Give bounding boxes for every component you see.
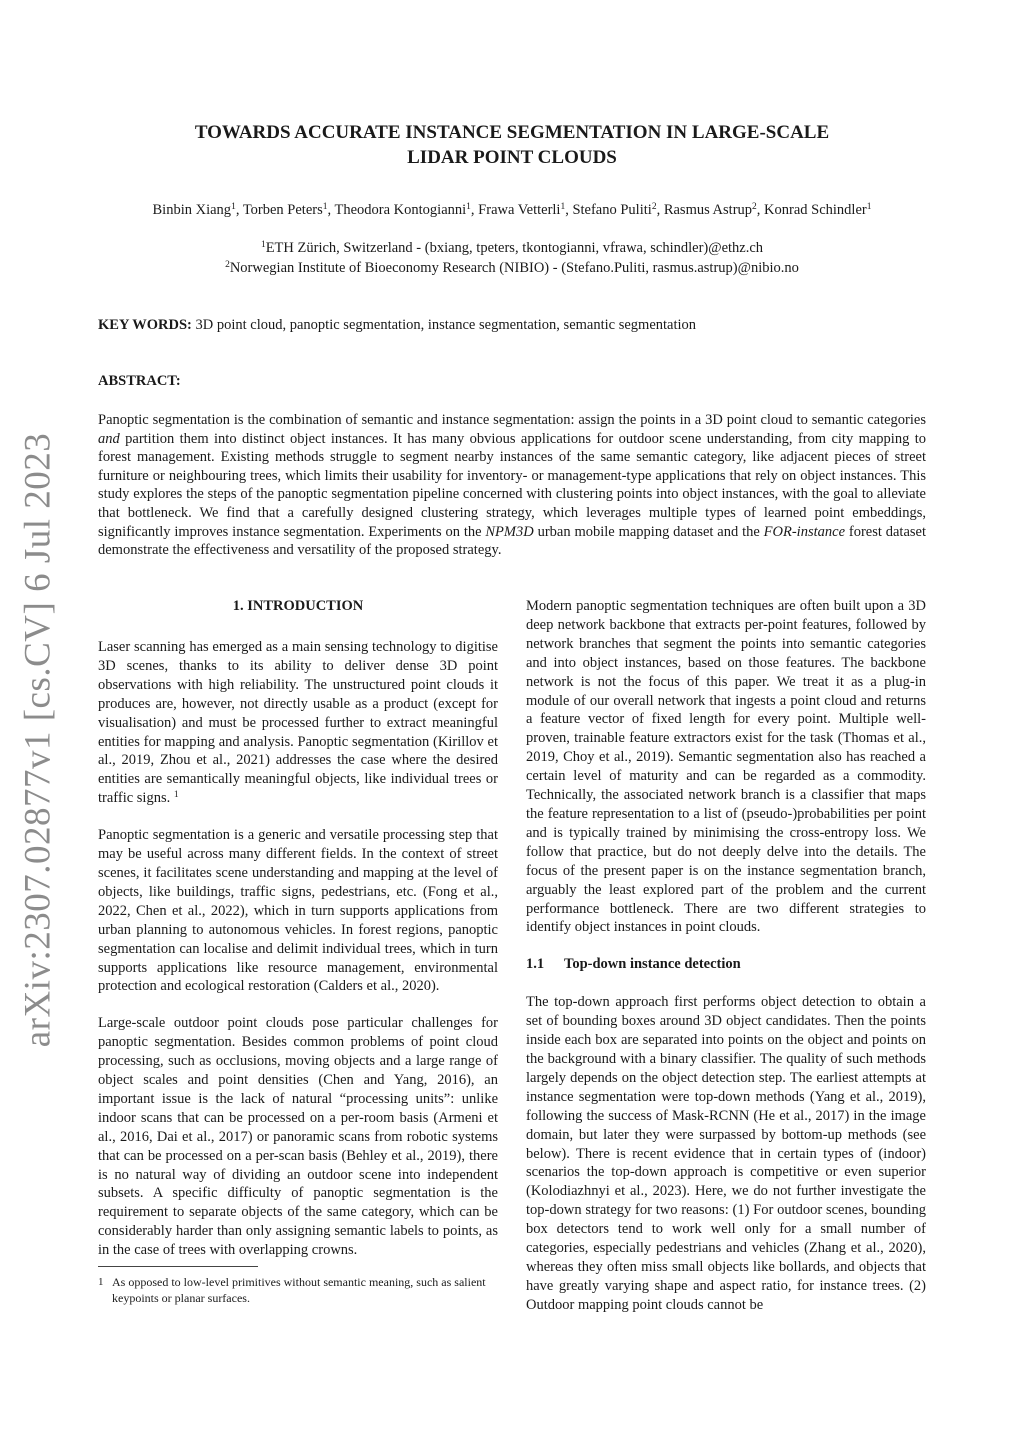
abstract-segment: urban mobile mapping dataset and the [533, 523, 764, 540]
author-name: Theodora Kontogianni [334, 202, 467, 218]
abstract-text [98, 411, 926, 560]
section-heading-introduction: 1. INTRODUCTION [232, 598, 364, 614]
abstract-segment: Panoptic segmentation is the combination of semantic and instance segmentation: assign the points in a 3D point cloud to semantic categories [98, 412, 926, 428]
subsection-heading-top-down [526, 955, 926, 973]
paragraph: The top-down approach first performs object detection to obtain a set of bounding boxes around 3D object candidates. Then the points inside each box are separated into points on the object and points on the background with a binary classifier. The quality of such methods largely depends on the object detection step. The earliest attempts at instance segmentation were top-down methods (Yang et al., 2019), following the success of Mask-RCNN (He et al., 2017) in the image domain, but later they were surpassed by bottom-up methods (see below). There is recent evidence that in certain types of (indoor) scenarios the top-down approach is competitive or even superior (Kolodiazhnyi et al., 2023). Here, we do not further investigate the top-down strategy for two reasons: (1) For outdoor scenes, bounding box detectors tend to work well only for a small number of categories, especially pedestrians and vehicles (Zhang et al., 2020), whereas they often miss small objects like bollards, and objects that have greatly varying shape and aspect ratio, for instance trees. (2) Outdoor mapping point clouds cannot be [526, 994, 926, 1313]
author-name: Konrad Schindler [764, 202, 867, 218]
affiliation [98, 238, 926, 258]
title-line-2: LIDAR POINT CLOUDS [407, 147, 617, 168]
abstract-heading: ABSTRACT: [98, 373, 181, 389]
author-name: Stefano Puliti [572, 202, 652, 218]
right-column [526, 597, 926, 1333]
author-name: Rasmus Astrup [663, 202, 753, 218]
abstract-emphasis: NPM3D [485, 523, 534, 540]
affiliation-list [98, 238, 926, 278]
author-name: Binbin Xiang [152, 202, 232, 218]
paragraph: Panoptic segmentation is a generic and versatile processing step that may be useful across many different fields. In the context of street scenes, it facilitates scene understanding and mapping at the level of objects, like buildings, traffic signs, pedestrians, etc. (Fong et al., 2022, Chen et al., 2022), which in turn supports applications from urban planning to autonomous vehicles. In forest regions, panoptic segmentation can localise and delimit individual trees, which in turn supports applications like resource management, environmental protection and ecological restoration (Calders et al., 2020). [98, 827, 498, 995]
affiliation-text: Norwegian Institute of Bioeconomy Research (NIBIO) - (Stefano.Puliti, rasmus.astrup)@nibio.no [229, 260, 799, 276]
subsection-number: 1.1 [526, 956, 545, 973]
abstract-segment: forest dataset demonstrate the effectiveness and versatility of the proposed strategy. [98, 523, 926, 559]
paragraph-text: Laser scanning has emerged as a main sensing technology to digitise 3D scenes, thanks to its ability to deliver dense 3D point observations with high reliability. The unstructured point clouds it produces are, however, not directly usable as a product (except for visualisation) and must be processed further to extract meaningful entities for mapping and analysis. Panoptic segmentation (Kirillov et al., 2019, Zhou et al., 2021) addresses the case where the desired entities are semantically meaningful objects, like individual trees or traffic signs. [98, 639, 498, 807]
author-affiliation-mark: 1 [866, 202, 872, 212]
footnote [98, 1274, 498, 1306]
affiliation [98, 258, 926, 278]
keywords [98, 315, 926, 335]
keywords-label: KEY WORDS: [98, 317, 192, 333]
abstract-emphasis: FOR-instance [763, 523, 846, 540]
author-affiliation-mark: 1 [322, 202, 328, 212]
footnote-reference: 1 [173, 790, 179, 801]
abstract-segment: partition them into distinct object instances. It has many obvious applications for outdoor scene understanding, from city mapping to forest management. Existing methods struggle to segment nearby instances of the same semantic category, like adjacent pieces of street furniture or neighbouring trees, which limits their usability for inventory- or management-type applications that rely on object instances. This study explores the steps of the panoptic segmentation pipeline concerned with clustering points into object instances, with the goal to alleviate that bottleneck. We find that a carefully designed clustering strategy, which leverages multiple types of learned point embeddings, significantly improves instance segmentation. Experiments on the [98, 430, 926, 540]
arxiv-identifier: arXiv:2307.02877v1 [cs.CV] 6 Jul 2023 [17, 432, 59, 1048]
paragraph [98, 638, 498, 808]
author-affiliation-mark: 1 [466, 202, 471, 212]
paragraph: Modern panoptic segmentation techniques are often built upon a 3D deep network backbone that extracts per-point features, followed by network branches that segment the points into semantic categories and into object instances, based on those features. The backbone network is not the focus of this paper. We treat it as a plug-in module of our overall network that ingests a point cloud and returns a feature vector of fixed length for every point. Multiple well-proven, trainable feature extractors exist for the task (Thomas et al., 2019, Choy et al., 2019). Semantic segmentation also has reached a certain level of maturity and can be regarded as a commodity. Technically, the associated network branch is a classifier that maps the feature representation to a list of (pseudo-)probabilities per point and is typically trained by minimising the cross-entropy loss. We follow that practice, but do not deeply delve into the details. The focus of the present paper is on the instance segmentation branch, arguably the least explored part of the problem and the current performance bottleneck. There are two different strategies to identify object instances in point clouds. [526, 598, 926, 936]
affiliation-mark: 1 [260, 240, 266, 250]
abstract-emphasis: and [98, 430, 120, 447]
author-name: Torben Peters [242, 202, 323, 218]
subsection-title: Top-down instance detection [564, 956, 741, 973]
footnote-mark: 1 [98, 1276, 104, 1289]
author-affiliation-mark: 1 [560, 202, 566, 212]
author-affiliation-mark: 2 [651, 202, 657, 212]
paragraph: Large-scale outdoor point clouds pose particular challenges for panoptic segmentation. Besides common problems of point cloud processing, such as occlusions, moving objects and a large range of object scales and point densities (Chen and Yang, 2016), an important issue is the lack of natural “processing units”: unlike indoor scans that can be processed on a per-room basis (Armeni et al., 2016, Dai et al., 2017) or panoramic scans from robotic systems that can be processed on a per-scan basis (Behley et al., 2019), there is no natural way of dividing an outdoor scene into independent subsets. A specific difficulty of panoptic segmentation is the requirement to separate objects of the same category, which can be considerably harder than only assigning semantic labels to points, as in the case of trees with overlapping crowns. [98, 1015, 498, 1259]
author-affiliation-mark: 1 [231, 202, 236, 212]
author-list: Binbin Xiang$^1$, Torben Peters$^1$, Theodora Kontogianni$^1$, Frawa Vetterli$^1$, Stefano Puliti$^2$, Rasmus Astrup$^2$, Konrad Schindler$^1$ [152, 202, 872, 218]
paper-title [98, 120, 926, 170]
title-line-1: TOWARDS ACCURATE INSTANCE SEGMENTATION IN LARGE-SCALE [194, 122, 830, 143]
keywords-text: 3D point cloud, panoptic segmentation, instance segmentation, semantic segmentation [195, 317, 697, 333]
footnote-text: As opposed to low-level primitives without semantic meaning, such as salient keypoints or planar surfaces. [112, 1275, 486, 1306]
footnote-divider [98, 1266, 258, 1267]
affiliation-text: ETH Zürich, Switzerland - (bxiang, tpeters, tkontogianni, vfrawa, schindler)@ethz.ch [265, 240, 764, 256]
affiliation-mark: 2 [225, 260, 230, 270]
author-affiliation-mark: 2 [752, 202, 757, 212]
author-name: Frawa Vetterli [478, 202, 561, 218]
left-column [98, 597, 498, 1306]
